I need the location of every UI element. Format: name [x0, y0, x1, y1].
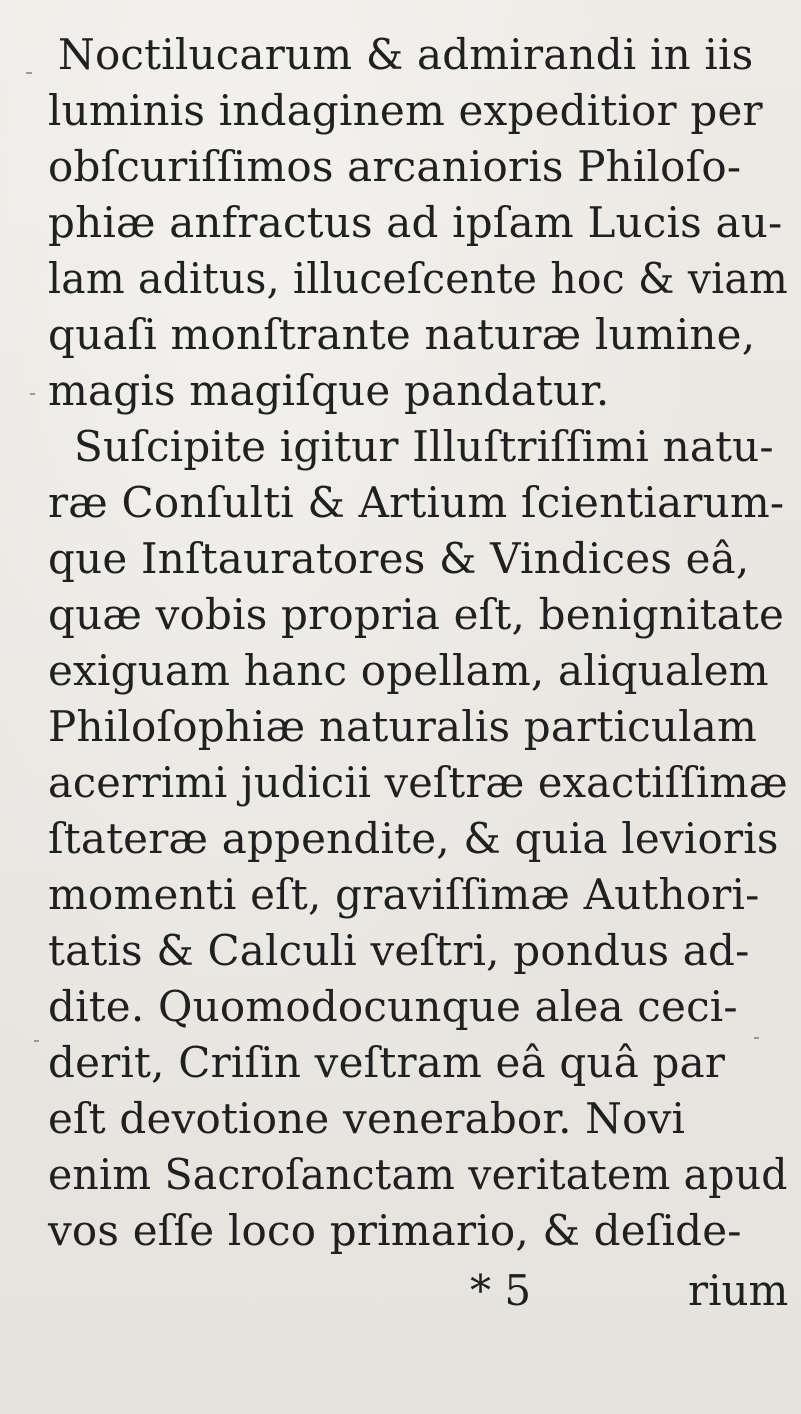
text-line: lam aditus, illuceſcente hoc & viam	[48, 254, 788, 303]
text-line: ræ Conſulti & Artium ſcientiarum-	[48, 478, 785, 527]
text-line: exiguam hanc opellam, aliqualem	[48, 646, 769, 695]
text-line: magis magiſque pandatur.	[48, 366, 610, 415]
text-line: phiæ anfractus ad ipſam Lucis au-	[48, 198, 783, 247]
text-line: vos eſſe loco primario, & deſide-	[48, 1206, 742, 1255]
text-line: obſcuriſſimos arcanioris Philoſo-	[48, 142, 742, 191]
text-line: ſtateræ appendite, & quia levioris	[48, 814, 779, 863]
signature-mark: * 5	[470, 1266, 532, 1315]
left-margin-tick	[30, 393, 35, 395]
text-line: quaſi monſtrante naturæ lumine,	[48, 310, 756, 359]
text-line: luminis indaginem expeditior per	[48, 86, 763, 135]
footer-line	[48, 1266, 788, 1316]
text-line: Noctilucarum & admirandi in iis	[58, 30, 754, 79]
text-line: quæ vobis propria eſt, benignitate	[48, 590, 785, 639]
text-line: tatis & Calculi veſtri, pondus ad-	[48, 926, 750, 975]
text-line: dite. Quomodocunque alea ceci-	[48, 982, 738, 1031]
text-line: Suſcipite igitur Illuſtriſſimi natu-	[74, 422, 774, 471]
text-line: derit, Criſin veſtram eâ quâ par	[48, 1038, 726, 1087]
right-margin-tick	[754, 1037, 759, 1039]
left-margin-tick	[34, 1040, 39, 1042]
text-line: que Inſtauratores & Vindices eâ,	[48, 534, 750, 583]
text-line: acerrimi judicii veſtræ exactiſſimæ	[48, 758, 788, 807]
left-margin-tick	[26, 72, 32, 74]
catchword: rium	[688, 1266, 789, 1315]
text-line: enim Sacroſanctam veritatem apud	[48, 1150, 788, 1199]
text-line: eſt devotione venerabor. Novi	[48, 1094, 686, 1143]
text-line: Philoſophiæ naturalis particulam	[48, 702, 757, 751]
text-line: momenti eſt, graviſſimæ Authori-	[48, 870, 760, 919]
